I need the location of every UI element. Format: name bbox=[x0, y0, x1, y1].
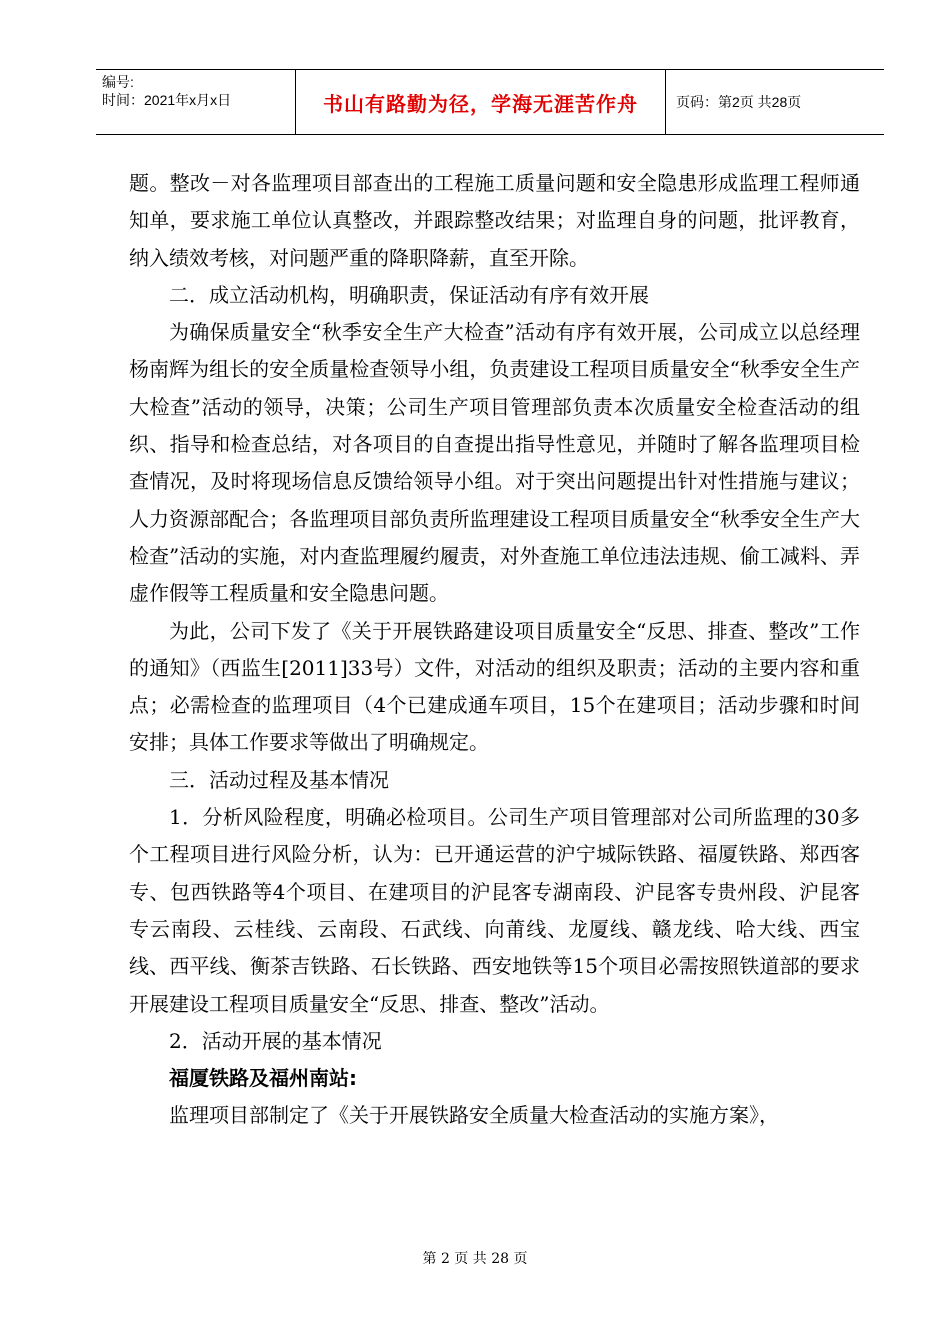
document-number-label: 编号: bbox=[102, 74, 134, 90]
project-heading: 福厦铁路及福州南站: bbox=[169, 1066, 357, 1091]
paragraph-organization: 为确保质量安全“秋季安全生产大检查”活动有序有效开展，公司成立以总经理杨南辉为组长的安全质量检查领导小组，负责建设工程项目质量安全“秋季安全生产大检查”活动的领导，决策；公司生产项目管理部负责本次质量安全检查活动的组织、指导和检查总结，对各项目的自查提出指导性意见，并随时了解各监理项目检查情况，及时将现场信息反馈给领导小组。对于突出问题提出针对性措施与建议；人力资源部配合；各监理项目部负责所监理建设工程项目质量安全“秋季安全生产大检查”活动的实施，对内查监理履约履责，对外查施工单位违法违规、偷工减料、弄虚作假等工程质量和安全隐患问题。 bbox=[129, 320, 860, 606]
header-page-info: 页码：第2页 共28页 bbox=[676, 94, 802, 110]
page-header bbox=[96, 69, 884, 135]
header-motto: 书山有路勤为径，学海无涯苦作舟 bbox=[296, 70, 666, 134]
section-heading-2: 二．成立活动机构，明确职责，保证活动有序有效开展 bbox=[169, 282, 649, 307]
document-body bbox=[129, 165, 860, 1135]
document-time: 时间：2021年x月x日 bbox=[102, 92, 232, 108]
paragraph-risk-analysis: 1．分析风险程度，明确必检项目。公司生产项目管理部对公司所监理的30多个工程项目进行风险分析，认为：已开通运营的沪宁城际铁路、福厦铁路、郑西客专、包西铁路等4个项目、在建项目的沪昆客专湖南段、沪昆客专贵州段、沪昆客专云南段、云桂线、云南段、石武线、向莆线、龙厦线、赣龙线、哈大线、西宝线、西平线、衡茶吉铁路、石长铁路、西安地铁等15个项目必需按照铁道部的要求开展建设工程项目质量安全“反思、排查、整改”活动。 bbox=[129, 805, 860, 1016]
paragraph-implementation: 监理项目部制定了《关于开展铁路安全质量大检查活动的实施方案》， bbox=[169, 1103, 779, 1128]
paragraph-continuation: 题。整改－对各监理项目部查出的工程施工质量问题和安全隐患形成监理工程师通知单，要求施工单位认真整改，并跟踪整改结果；对监理自身的问题，批评教育，纳入绩效考核，对问题严重的降职降薪，直至开除。 bbox=[129, 171, 860, 270]
header-meta bbox=[96, 70, 296, 134]
paragraph-notice: 为此，公司下发了《关于开展铁路建设项目质量安全“反思、排查、整改”工作的通知》（西监生[2011]33号）文件，对活动的组织及职责；活动的主要内容和重点；必需检查的监理项目（4个已建成通车项目，15个在建项目；活动步骤和时间安排；具体工作要求等做出了明确规定。 bbox=[129, 618, 860, 755]
section-heading-3: 三．活动过程及基本情况 bbox=[169, 767, 389, 792]
subsection-heading: 2．活动开展的基本情况 bbox=[169, 1028, 382, 1053]
page-footer: 第 2 页 共 28 页 bbox=[422, 1251, 528, 1267]
